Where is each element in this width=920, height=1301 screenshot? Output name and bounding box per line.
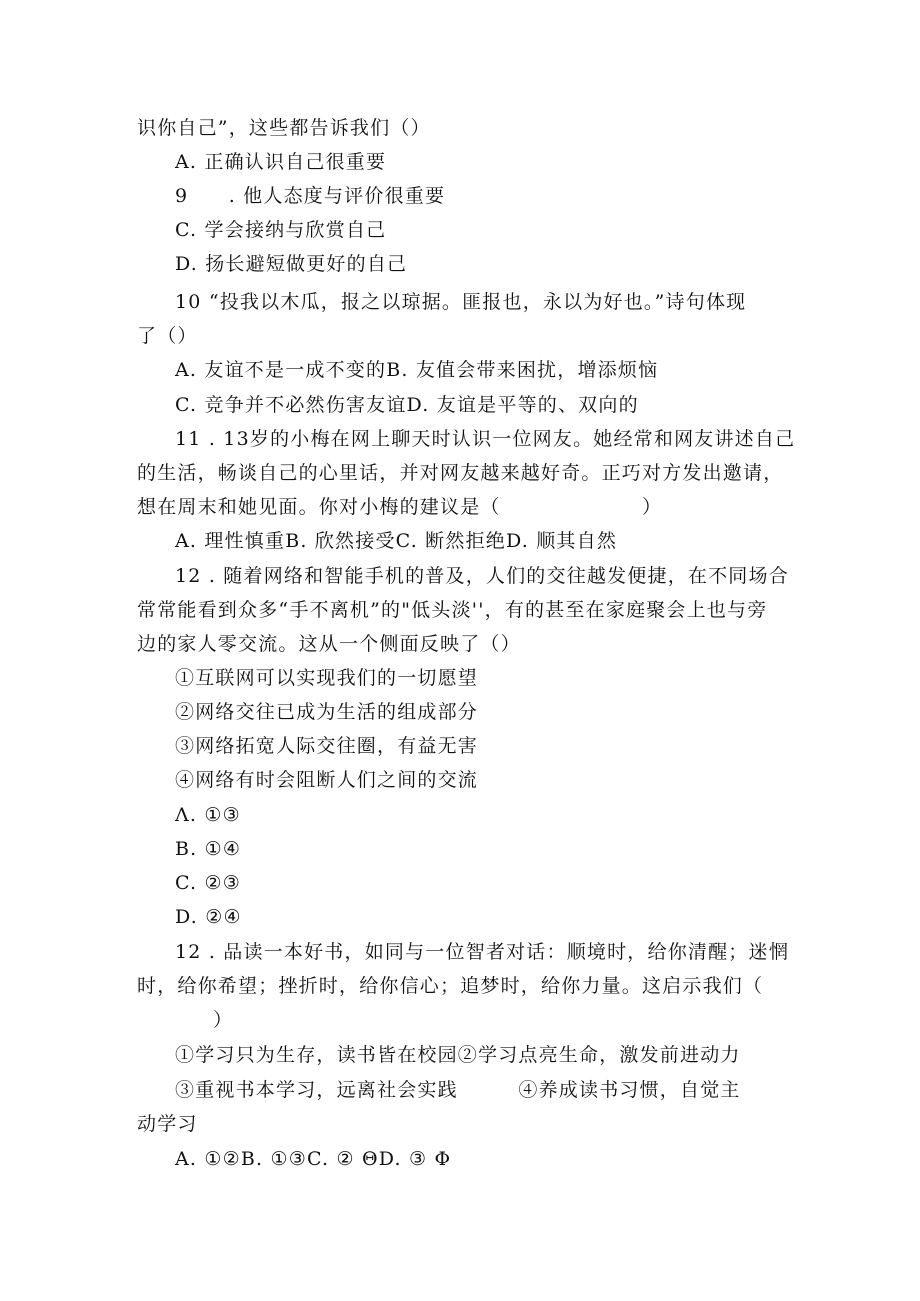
question-12b-line-2: 时，给你希望；挫折时，给你信心；追梦时，给你力量。这启示我们（ — [137, 975, 764, 997]
answer-c: C. ②③ — [175, 872, 242, 894]
question-12a-line-3: 边的家人零交流。这从一个侧面反映了（） — [137, 633, 521, 655]
question-10-continuation: 了（） — [137, 325, 198, 347]
question-12a: 12 . 随着网络和智能手机的普及，人们的交往越发便捷，在不同场合 — [175, 565, 789, 587]
question-12b: 12 . 品读一本好书，如同与一位智者对话：顺境时，给你清醒；迷惘 — [175, 941, 789, 963]
question-12b-options: A. ①②B. ①③C. ② ΘD. ③ Φ — [175, 1148, 452, 1170]
statement-4: ④网络有时会阻断人们之间的交流 — [175, 769, 479, 791]
question-11-line-2: 的生活，畅谈自己的心里话，并对网友越来越好奇。正巧对方发出邀请， — [137, 462, 784, 484]
answer-d: D. ②④ — [175, 906, 242, 928]
question-10-options-ab: A. 友谊不是一成不变的B. 友值会带来困扰，增添烦恼 — [175, 359, 659, 381]
option-a: A. 正确认识自己很重要 — [175, 151, 387, 173]
option-d: D. 扬长避短做更好的自己 — [175, 253, 408, 275]
question-continuation: 识你自己”，这些都告诉我们（） — [137, 117, 431, 139]
question-12b-blank: ） — [213, 1009, 234, 1031]
question-11-options: A. 理性慎重B. 欣然接受C. 断然拒绝D. 顺其自然 — [175, 530, 618, 552]
answer-a: Λ. ①③ — [175, 804, 241, 826]
question-10: 10 “投我以木瓜，报之以琼据。匪报也，永以为好也。”诗句体现 — [175, 291, 747, 313]
statements-1-2: ①学习只为生存，读书皆在校园②学习点亮生命，激发前进动力 — [175, 1044, 741, 1066]
statement-1: ①互联网可以实现我们的一切愿望 — [175, 667, 479, 689]
question-12a-line-2: 常常能看到众多“手不离机”的"低头淡''，有的甚至在家庭聚会上也与旁 — [137, 599, 768, 621]
option-b: 9 . 他人态度与评价很重要 — [175, 185, 446, 207]
statement-2: ②网络交往已成为生活的组成部分 — [175, 701, 479, 723]
statement-3: ③网络拓宽人际交往圈，有益无害 — [175, 735, 479, 757]
question-11: 11 . 13岁的小梅在网上聊天时认识一位网友。她经常和网友讲述自己 — [175, 428, 796, 450]
answer-b: B. ①④ — [175, 838, 242, 860]
statements-3-4: ③重视书本学习，远离社会实践 ④养成读书习惯，自觉主 — [175, 1079, 741, 1101]
question-10-options-cd: C. 竞争并不必然伤害友谊D. 友谊是平等的、双向的 — [175, 394, 639, 416]
question-11-line-3: 想在周末和她见面。你对小梅的建议是（ ） — [137, 496, 663, 518]
option-c: C. 学会接纳与欣赏自己 — [175, 219, 387, 241]
statement-4-continuation: 动学习 — [137, 1113, 198, 1135]
